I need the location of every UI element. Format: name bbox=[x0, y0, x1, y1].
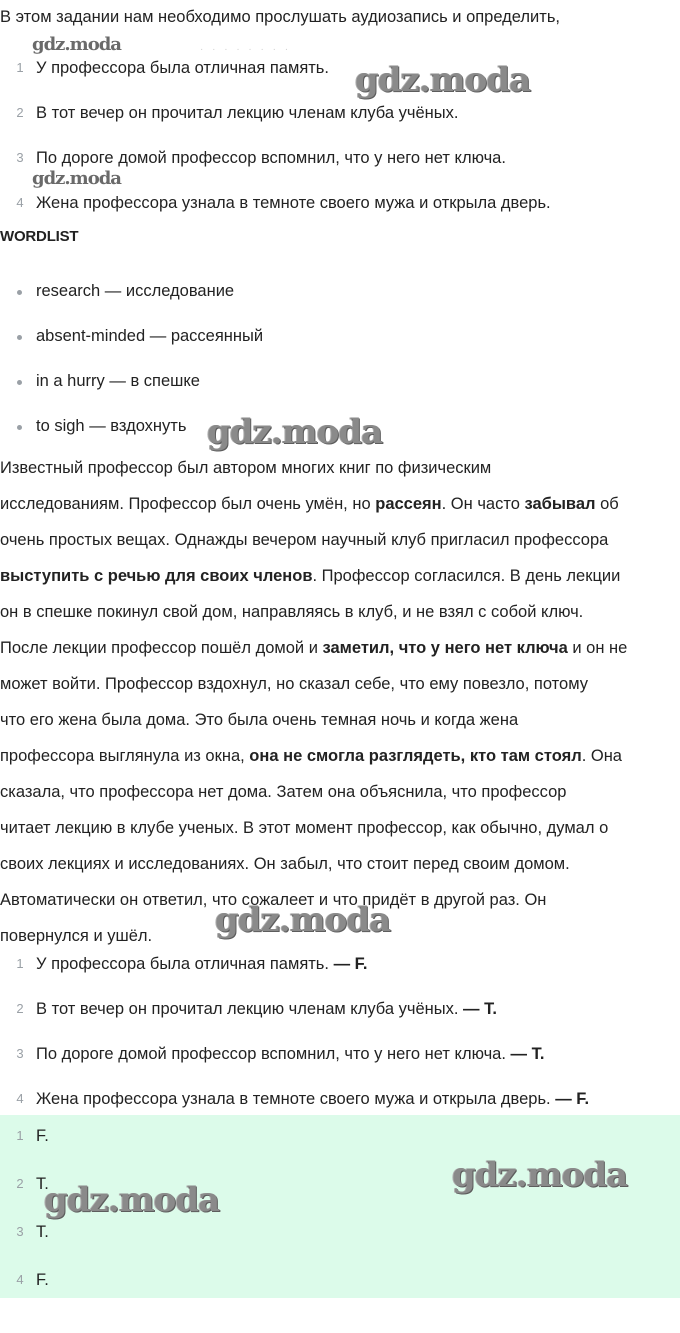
watermark-logo: gdz.moda bbox=[32, 34, 121, 55]
watermark-logo: gdz.moda bbox=[32, 168, 121, 189]
bullet-icon bbox=[17, 290, 22, 295]
list-item: 1 У профессора была отличная память. — F. bbox=[16, 955, 368, 973]
intro-text: В этом задании нам необходимо прослушать аудиозапись и определить, bbox=[0, 8, 561, 26]
list-item: 1 F. bbox=[16, 1127, 49, 1145]
bullet-icon bbox=[17, 425, 22, 430]
wordlist-heading: WORDLIST bbox=[0, 228, 79, 245]
list-item: 1 У профессора была отличная память. bbox=[16, 59, 329, 77]
bullet-icon bbox=[17, 335, 22, 340]
list-item: 3 T. bbox=[16, 1223, 49, 1241]
statements-list bbox=[0, 57, 680, 237]
watermark-logo: gdz.moda bbox=[215, 900, 391, 940]
list-item: 2 T. bbox=[16, 1175, 49, 1193]
answers-with-text-list bbox=[0, 953, 680, 1133]
list-item: 2 В тот вечер он прочитал лекцию членам клуба учёных. bbox=[16, 104, 459, 122]
watermark-logo: gdz.moda bbox=[452, 1155, 628, 1195]
list-item: 4 F. bbox=[16, 1271, 49, 1289]
list-item: 3 По дороге домой профессор вспомнил, что у него нет ключа. — T. bbox=[16, 1045, 545, 1063]
list-item: 4 Жена профессора узнала в темноте своего мужа и открыла дверь. — F. bbox=[16, 1090, 590, 1108]
watermark-logo: gdz.moda bbox=[207, 412, 383, 452]
watermark-logo: gdz.moda bbox=[355, 60, 531, 100]
list-item: 3 По дороге домой профессор вспомнил, что у него нет ключа. bbox=[16, 149, 506, 167]
list-item: 2 В тот вечер он прочитал лекцию членам клуба учёных. — T. bbox=[16, 1000, 497, 1018]
answers-list bbox=[0, 1125, 680, 1317]
bullet-icon bbox=[17, 380, 22, 385]
faded-text-fragment: · · · · · · · · bbox=[200, 44, 292, 55]
list-item: 4 Жена профессора узнала в темноте своего мужа и открыла дверь. bbox=[16, 194, 551, 212]
watermark-logo: gdz.moda bbox=[44, 1180, 220, 1220]
story-paragraph: Известный профессор был автором многих книг по физическим исследованиям. Профессор был очень умён, но рассеян. Он часто забывал об очень простых вещах. Однажды вечером научный клуб пригласил профессора выступить с речью для своих членов. Профессор согласился. В день лекции он в спешке покинул свой дом, направляясь в клуб, и не взял с собой ключ. После лекции профессор пошёл домой и заметил, что у него нет ключа и он не может войти. Профессор вздохнул, но сказал себе, что ему повезло, потому что его жена была дома. Это была очень темная ночь и когда жена профессора выглянула из окна, она не смогла разглядеть, кто там стоял. Она сказала, что профессора нет дома. Затем она объяснила, что профессор читает лекцию в клубе ученых. В этот момент профессор, как обычно, думал о своих лекциях и исследованиях. Он забыл, что стоит перед своим домом. Автоматически он ответил, что сожалеет и что придёт в другой раз. Он повернулся и ушёл. bbox=[0, 459, 628, 945]
